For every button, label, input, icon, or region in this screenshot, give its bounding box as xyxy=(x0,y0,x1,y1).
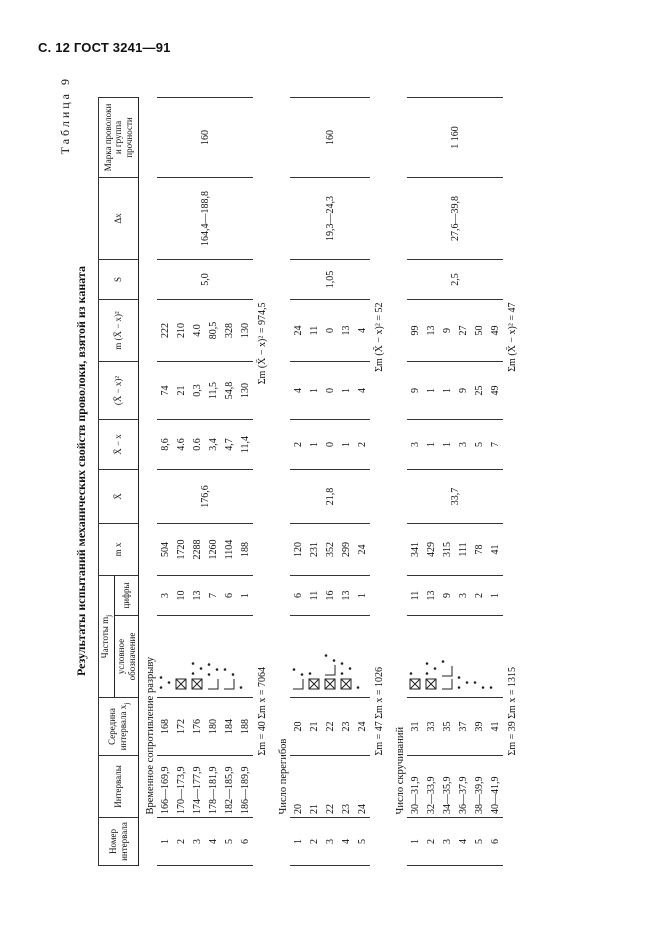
row-mid: 24 xyxy=(354,698,370,756)
header-sq: (X̄ − x)² xyxy=(99,362,139,420)
row-interval: 30—31,9 xyxy=(407,756,423,818)
table-row xyxy=(407,98,423,866)
row-sq: 0 xyxy=(322,362,338,420)
row-mid: 180 xyxy=(205,698,221,756)
row-sq: 1 xyxy=(306,362,322,420)
section-title-row xyxy=(272,98,290,866)
row-freq: 13 xyxy=(338,576,354,616)
row-mx: 504 xyxy=(157,524,173,576)
row-mid: 37 xyxy=(455,698,471,756)
row-diff: 4,7 xyxy=(221,420,237,470)
row-msq: 24 xyxy=(290,300,306,362)
section-dx: 19,3—24,3 xyxy=(290,178,370,260)
header-dx: Δx xyxy=(99,178,139,260)
row-mx: 78 xyxy=(471,524,487,576)
header-xbar-minus: X̄ − x xyxy=(99,420,139,470)
section-xbar: 33,7 xyxy=(407,470,503,524)
row-num: 5 xyxy=(354,818,370,866)
row-tally xyxy=(306,616,322,698)
row-freq: 1 xyxy=(237,576,253,616)
row-freq: 11 xyxy=(306,576,322,616)
row-msq: 0 xyxy=(322,300,338,362)
row-freq: 6 xyxy=(221,576,237,616)
section-title: Число перегибов xyxy=(278,738,290,815)
row-mid: 184 xyxy=(221,698,237,756)
row-sq: 74 xyxy=(157,362,173,420)
section-grade: 1 160 xyxy=(407,98,503,178)
row-mx: 188 xyxy=(237,524,253,576)
row-interval: 23 xyxy=(338,756,354,818)
row-mx: 120 xyxy=(290,524,306,576)
results-table xyxy=(98,97,522,866)
section-sum-pad xyxy=(253,98,272,300)
row-diff: 1 xyxy=(423,420,439,470)
row-diff: 5 xyxy=(471,420,487,470)
row-msq: 130 xyxy=(237,300,253,362)
row-sq: 25 xyxy=(471,362,487,420)
row-msq: 9 xyxy=(439,300,455,362)
section-sum-left: Σm = 39 Σm x = 1315 xyxy=(507,667,519,756)
row-diff: 3,4 xyxy=(205,420,221,470)
row-diff: 11,4 xyxy=(237,420,253,470)
row-sq: 9 xyxy=(407,362,423,420)
row-tally xyxy=(423,616,439,698)
section-title-pad xyxy=(272,818,290,866)
row-mx: 299 xyxy=(338,524,354,576)
row-msq: 328 xyxy=(221,300,237,362)
row-sq: 1 xyxy=(338,362,354,420)
table-title: Результаты испытаний механических свойств проволоки, взятой из каната xyxy=(74,266,88,677)
row-mid: 41 xyxy=(487,698,503,756)
row-interval: 166—169,9 xyxy=(157,756,173,818)
row-tally xyxy=(338,616,354,698)
row-mid: 21 xyxy=(306,698,322,756)
section-title-row xyxy=(139,98,158,866)
row-msq: 80,5 xyxy=(205,300,221,362)
row-sq: 9 xyxy=(455,362,471,420)
section-grade: 160 xyxy=(290,98,370,178)
row-num: 6 xyxy=(237,818,253,866)
row-mx: 315 xyxy=(439,524,455,576)
row-interval: 40—41,9 xyxy=(487,756,503,818)
row-diff: 7 xyxy=(487,420,503,470)
table-row xyxy=(157,98,173,866)
row-num: 1 xyxy=(290,818,306,866)
row-num: 3 xyxy=(322,818,338,866)
row-interval: 186—189,9 xyxy=(237,756,253,818)
row-tally xyxy=(354,616,370,698)
row-num: 4 xyxy=(338,818,354,866)
header-mid: Середина интервала $x_j$ xyxy=(99,698,139,756)
section-sum-row xyxy=(253,98,272,866)
row-tally xyxy=(455,616,471,698)
row-tally xyxy=(173,616,189,698)
tally-marks-icon xyxy=(488,622,502,692)
section-sum-pad xyxy=(503,98,522,300)
row-freq: 1 xyxy=(354,576,370,616)
table-row xyxy=(290,98,306,866)
section-xbar: 21,8 xyxy=(290,470,370,524)
row-num: 5 xyxy=(471,818,487,866)
tally-marks-icon xyxy=(456,622,470,692)
row-msq: 11 xyxy=(306,300,322,362)
section-sum-row xyxy=(370,98,389,866)
row-msq: 222 xyxy=(157,300,173,362)
row-tally xyxy=(487,616,503,698)
row-freq: 13 xyxy=(423,576,439,616)
row-mid: 33 xyxy=(423,698,439,756)
tally-marks-icon xyxy=(440,622,454,692)
row-num: 3 xyxy=(189,818,205,866)
row-mx: 41 xyxy=(487,524,503,576)
section-title: Временное сопротивление разрыву xyxy=(145,656,157,815)
row-tally xyxy=(290,616,306,698)
section-s: 5,0 xyxy=(157,260,253,300)
row-msq: 99 xyxy=(407,300,423,362)
row-freq: 10 xyxy=(173,576,189,616)
tally-marks-icon xyxy=(291,622,305,692)
row-msq: 13 xyxy=(423,300,439,362)
row-num: 1 xyxy=(407,818,423,866)
row-interval: 32—33,9 xyxy=(423,756,439,818)
row-mid: 168 xyxy=(157,698,173,756)
row-freq: 3 xyxy=(455,576,471,616)
section-s: 1,05 xyxy=(290,260,370,300)
row-mx: 1260 xyxy=(205,524,221,576)
row-mx: 2288 xyxy=(189,524,205,576)
row-tally xyxy=(439,616,455,698)
tally-marks-icon xyxy=(190,622,204,692)
row-mid: 188 xyxy=(237,698,253,756)
tally-marks-icon xyxy=(339,622,353,692)
row-msq: 49 xyxy=(487,300,503,362)
row-tally xyxy=(189,616,205,698)
table-label: Таблица 9 xyxy=(58,76,72,155)
row-diff: 1 xyxy=(306,420,322,470)
row-num: 2 xyxy=(306,818,322,866)
section-sum-left: Σm = 47 Σm x = 1026 xyxy=(374,667,386,756)
tally-marks-icon xyxy=(206,622,220,692)
row-interval: 20 xyxy=(290,756,306,818)
row-num: 2 xyxy=(423,818,439,866)
row-diff: 1 xyxy=(338,420,354,470)
row-num: 6 xyxy=(487,818,503,866)
header-freq-digits: цифры xyxy=(114,576,139,616)
section-xbar: 176,6 xyxy=(157,470,253,524)
row-tally xyxy=(471,616,487,698)
section-dx: 27,6—39,8 xyxy=(407,178,503,260)
row-sq: 130 xyxy=(237,362,253,420)
row-sq: 1 xyxy=(439,362,455,420)
header-grade: Марка проволоки и группа прочности xyxy=(99,98,139,178)
row-interval: 182—185,9 xyxy=(221,756,237,818)
tally-marks-icon xyxy=(174,622,188,692)
row-diff: 3 xyxy=(407,420,423,470)
row-mid: 35 xyxy=(439,698,455,756)
row-freq: 7 xyxy=(205,576,221,616)
row-tally xyxy=(205,616,221,698)
tally-marks-icon xyxy=(323,622,337,692)
row-interval: 21 xyxy=(306,756,322,818)
row-freq: 13 xyxy=(189,576,205,616)
header-xbar: X̄ xyxy=(99,470,139,524)
row-mid: 172 xyxy=(173,698,189,756)
row-freq: 2 xyxy=(471,576,487,616)
tally-marks-icon xyxy=(355,622,369,692)
row-mid: 176 xyxy=(189,698,205,756)
header-num: Номер интервала xyxy=(99,818,139,866)
row-diff: 3 xyxy=(455,420,471,470)
tally-marks-icon xyxy=(158,622,172,692)
section-title-row xyxy=(389,98,407,866)
section-sum-pad xyxy=(370,98,389,300)
section-dx: 164,4—188,8 xyxy=(157,178,253,260)
header-mx: m x xyxy=(99,524,139,576)
section-sum-left: Σm = 40 Σm x = 7064 xyxy=(257,667,269,756)
table-body xyxy=(139,98,523,866)
row-tally xyxy=(407,616,423,698)
row-freq: 6 xyxy=(290,576,306,616)
header-interval: Интервалы xyxy=(99,756,139,818)
section-grade: 160 xyxy=(157,98,253,178)
header-s: S xyxy=(99,260,139,300)
row-sq: 0,3 xyxy=(189,362,205,420)
row-diff: 2 xyxy=(290,420,306,470)
row-freq: 3 xyxy=(157,576,173,616)
row-diff: 8,6 xyxy=(157,420,173,470)
row-diff: 0 xyxy=(322,420,338,470)
row-interval: 174—177,9 xyxy=(189,756,205,818)
row-sq: 54,8 xyxy=(221,362,237,420)
section-sum-right: Σm (X̄ − x)² = 47 xyxy=(507,302,519,372)
section-title: Число скручиваний xyxy=(395,726,407,815)
row-sq: 1 xyxy=(423,362,439,420)
row-sq: 11,5 xyxy=(205,362,221,420)
row-mid: 39 xyxy=(471,698,487,756)
row-diff: 2 xyxy=(354,420,370,470)
row-mid: 20 xyxy=(290,698,306,756)
page-header: С. 12 ГОСТ 3241—91 xyxy=(38,40,171,55)
row-mid: 22 xyxy=(322,698,338,756)
row-mx: 111 xyxy=(455,524,471,576)
row-freq: 16 xyxy=(322,576,338,616)
row-num: 4 xyxy=(455,818,471,866)
rotated-table xyxy=(58,76,618,866)
row-tally xyxy=(157,616,173,698)
header-freq-symbol: условное обозначение xyxy=(114,616,139,698)
row-mx: 231 xyxy=(306,524,322,576)
row-msq: 13 xyxy=(338,300,354,362)
tally-marks-icon xyxy=(408,622,422,692)
tally-marks-icon xyxy=(222,622,236,692)
row-mx: 1104 xyxy=(221,524,237,576)
row-interval: 36—37,9 xyxy=(455,756,471,818)
section-title-pad xyxy=(139,818,158,866)
row-sq: 21 xyxy=(173,362,189,420)
row-diff: 0.6 xyxy=(189,420,205,470)
header-msq: m (X̄ − x)² xyxy=(99,300,139,362)
row-msq: 210 xyxy=(173,300,189,362)
section-sum-row xyxy=(503,98,522,866)
section-sum-right: Σm (X̄ − x)² = 52 xyxy=(374,302,386,372)
row-interval: 34—35,9 xyxy=(439,756,455,818)
row-mx: 1720 xyxy=(173,524,189,576)
row-interval: 22 xyxy=(322,756,338,818)
row-interval: 38—39,9 xyxy=(471,756,487,818)
row-diff: 1 xyxy=(439,420,455,470)
row-mx: 341 xyxy=(407,524,423,576)
row-mid: 31 xyxy=(407,698,423,756)
row-interval: 178—181,9 xyxy=(205,756,221,818)
row-num: 4 xyxy=(205,818,221,866)
row-freq: 1 xyxy=(487,576,503,616)
row-mx: 352 xyxy=(322,524,338,576)
row-msq: 4 xyxy=(354,300,370,362)
tally-marks-icon xyxy=(472,622,486,692)
tally-marks-icon xyxy=(307,622,321,692)
row-tally xyxy=(221,616,237,698)
tally-marks-icon xyxy=(238,622,252,692)
row-tally xyxy=(237,616,253,698)
row-sq: 4 xyxy=(354,362,370,420)
row-num: 3 xyxy=(439,818,455,866)
header-freq: Частоты $m_j$ xyxy=(99,576,115,698)
row-num: 5 xyxy=(221,818,237,866)
row-diff: 4.6 xyxy=(173,420,189,470)
tally-marks-icon xyxy=(424,622,438,692)
row-freq: 11 xyxy=(407,576,423,616)
section-s: 2,5 xyxy=(407,260,503,300)
row-mid: 23 xyxy=(338,698,354,756)
row-num: 2 xyxy=(173,818,189,866)
row-num: 1 xyxy=(157,818,173,866)
row-msq: 27 xyxy=(455,300,471,362)
section-sum-right: Σm (X̄ − x)² = 974,5 xyxy=(257,302,269,385)
row-mx: 24 xyxy=(354,524,370,576)
row-tally xyxy=(322,616,338,698)
row-sq: 4 xyxy=(290,362,306,420)
row-msq: 50 xyxy=(471,300,487,362)
row-msq: 4.0 xyxy=(189,300,205,362)
row-sq: 49 xyxy=(487,362,503,420)
row-interval: 24 xyxy=(354,756,370,818)
row-interval: 170—173,9 xyxy=(173,756,189,818)
section-title-pad xyxy=(389,818,407,866)
row-freq: 9 xyxy=(439,576,455,616)
row-mx: 429 xyxy=(423,524,439,576)
